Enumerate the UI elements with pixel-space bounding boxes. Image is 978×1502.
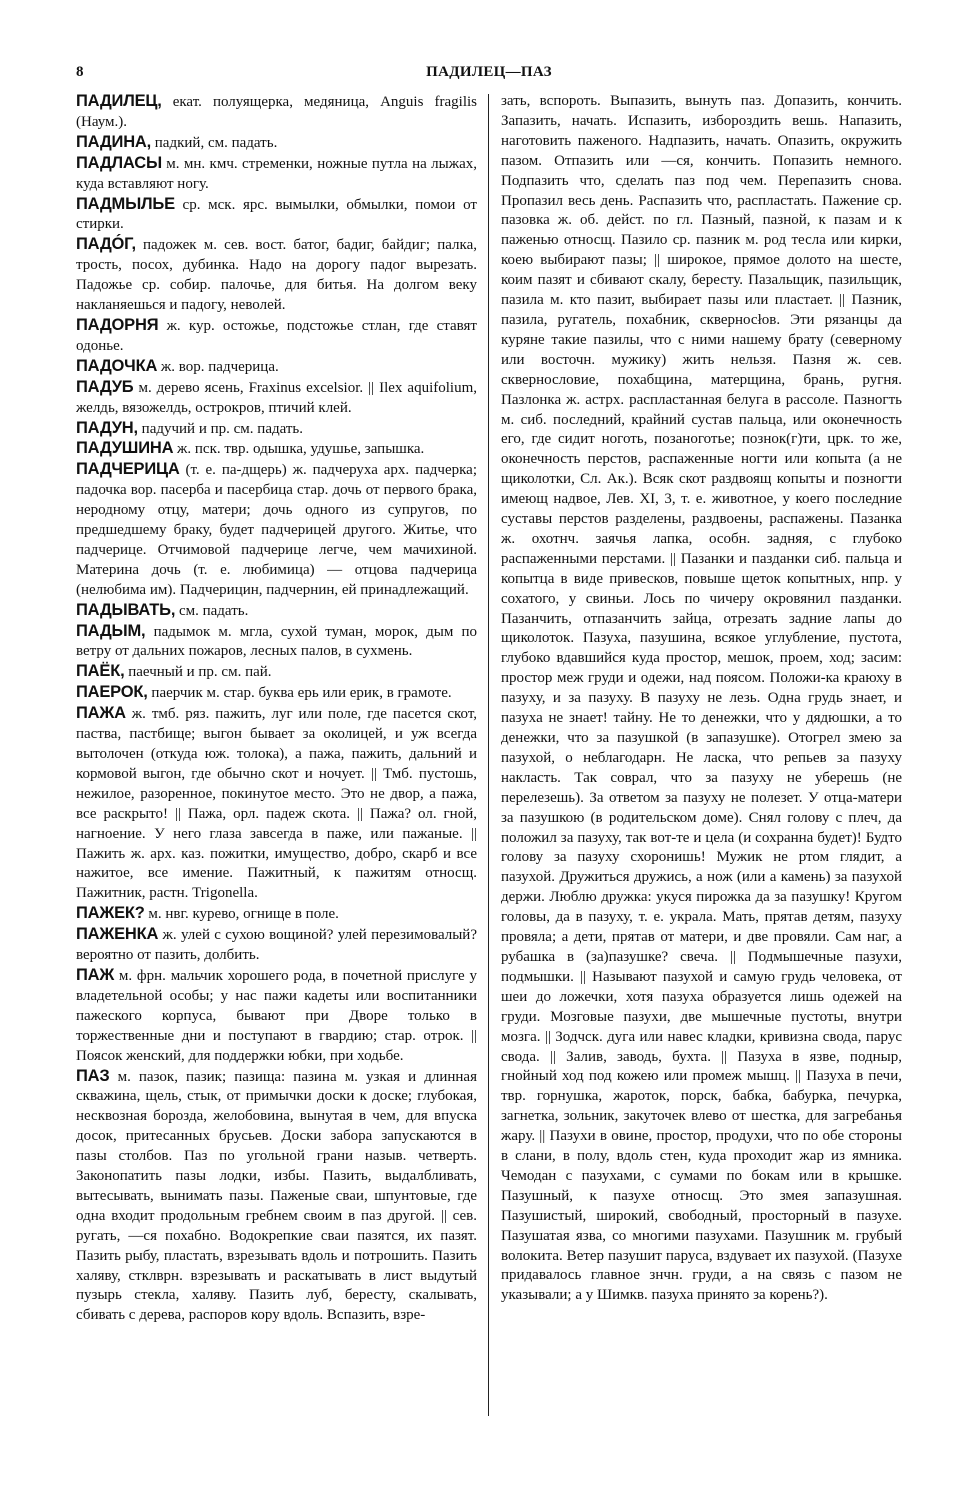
dictionary-entry bbox=[76, 704, 477, 904]
dictionary-entry bbox=[76, 460, 477, 600]
entry-definition: ж. улей с сухою вощиной? улей перезимовалый? вероятно от пазить, долбить. bbox=[76, 927, 477, 964]
entry-definition: ср. мск. ярс. вымылки, обмылки, помои от стирки. bbox=[76, 196, 477, 233]
dictionary-entry bbox=[76, 316, 477, 357]
entry-headword: ПАДУН, bbox=[76, 418, 138, 437]
dictionary-entry bbox=[76, 966, 477, 1067]
dictionary-entry bbox=[76, 357, 477, 378]
entry-definition: м. фрн. мальчик хорошего рода, в почетной прислуге у владетельной особы; у нас пажи кадеты или воспитанники пажеского корпуса, бывают при Дворе только в торжественные дни и поступают в гвардию; стар. отрок. || Поясок женский, для поддержки юбки, при ходьбе. bbox=[76, 967, 477, 1064]
dictionary-entry bbox=[76, 419, 477, 440]
entry-definition: ж. тмб. ряз. пажить, луг или поле, где пасется скот, паства, пастбище; выгон бывает за околицей, и уж всегда вытолочен (откуда юж. толока), а пажа, пажить, дальний и кормовой выгон, где обычно скот и ночует. || Тмб. пустошь, нежилое, разоренное, покинутое место. Это не двор, а пажа, все раскрыто! || Пажа, орл. падеж скота. || Пажа? ол. гной, нагноение. У него глаза завсегда в паже, или пажаные. || Пажить ж. арх. каз. пожитки, имущество, добро, скарб и все нажитое, все имение. Пажитный, к пажитям относщ. Пажитник, растн. Trigonella. bbox=[76, 706, 477, 902]
entry-definition: см. падать. bbox=[175, 602, 249, 619]
dictionary-entry bbox=[76, 133, 477, 154]
entry-headword: ПАДУШИНА bbox=[76, 439, 174, 458]
dictionary-entry bbox=[76, 904, 477, 925]
left-column bbox=[76, 92, 477, 1326]
dictionary-entry bbox=[76, 154, 477, 195]
dictionary-entry bbox=[76, 925, 477, 966]
entry-headword: ПАДЛАСЫ bbox=[76, 153, 162, 172]
entry-headword: ПАДИНА, bbox=[76, 132, 152, 151]
dictionary-entry bbox=[76, 92, 477, 133]
entry-headword: ПАДОРНЯ bbox=[76, 315, 159, 334]
entry-definition: падымок м. мгла, сухой туман, морок, дым по ветру от дальних пожаров, лесных палов, в сухмень. bbox=[76, 623, 477, 660]
dictionary-entry bbox=[76, 378, 477, 419]
right-column bbox=[501, 92, 902, 1306]
entry-definition: ж. вор. падчерица. bbox=[157, 358, 279, 375]
entry-definition: ж. кур. остожье, подстожье стлан, где ставят одонье. bbox=[76, 317, 477, 354]
dictionary-entry bbox=[76, 439, 477, 460]
entry-continuation: зать, вспороть. Выпазить, вынуть паз. Допазить, кончить. Запазить, начать. Испазить, избороздить вешь. Напазить, наготовить паженого. Надпазить, начать. Опазить, окружить пазом. Отпазить или —ся, кончить. Попазить немного. Подпазить что, сделать паз под чем. Перепазить снова. Пропазил весь день. Распазить что, распластать. Пажение ср. пазовка ж. об. дейст. по гл. Пазный, пазной, к пазам и к паженью относщ. Пазило ср. пазник м. род тесла или кирки, коею выбирают пазы; || широкое, прямое долото на шесте, коим пазят и сбивают скалу, бересту. Пазальщик, пазильщик, пазила м. кто пазит, выбирает пазы или пластает. || Пазник, пазила, ругатель, похабник, скверносłов. Эти рязанцы да куряне такие пазилы, что с ними нашему брату (северному или восточн. мужику) жить нельзя. Пазня ж. сев. сквернословие, похабщина, матерщина, брань, ругня. Пазлонка ж. астрх. распластанная белуга в рассоле. Пазногть м. сиб. последний, крайний сустав пальца, или оконечность его, где сидит ноготь, позаноготье; познок(г)ти, црк. то же, оконечность перстов, распаженные ногти или копыта (а не щиколотки, Сл. Ак.). Всяк скот раздвоящ копыты и позногти имеющ надвое, Лев. XI, 3, т. е. животное, у коего последние суставы перстов разделены, раздвоены, распажены. Пазанка ж. охотнч. заячья лапка, особн. задняя, с глубоко распаженными перстами. || Пазанки и пазданки сиб. пальца и копытца в виде привесков, повыше щеток копытных, нпр. у сохатого, у свиньи. Лось по чичеру окровянил пазданки. Пазанчить, отпазанчить зайца, отрезать задние лапы до щиколоток. Пазуха, пазушина, всякое углубление, пустота, глубоко вдавшийся куда простор, мешок, проем, ход; засим: простор меж груди и одежи, над поясом. Положи-ка краюху в пазуху, и за пазуху. В пазуху не лезь. Одна грудь знает, и пазуха не знает! тайну. Не то денежки, что у дядюшки, а то денежки, что за пазушкой (в запазушке). Отогрел змею за пазухой, о неблагодарн. Не ласка, что репьев за пазуху накласть. Так соврал, что за пазуху не уберешь (не перелезешь). За ответом за пазуху не полезет. У отца-матери за пазушкою (в родительском доме). Снял голову с плеч, да положил за пазуху, так вот-те и цела (и сохранна будет)! Будто голову за пазуху схоронишь! Мужик не ртом глядит, а пазухой. Дружиться дружись, а нож (или а камень) за пазухой держи. Люблю дружка: укуся пирожка да за пазушку! Кругом головы, да в пазуху, т. е. украла. Мать, прятав детям, пазуху провяла; а дети, прятав от матери, и две провяли. Сам наг, а рубашка в (за)пазушке? свеча. || Подмышечные пазухи, подмышки. || Называют пазухой и самую грудь человека, от шеи до ложечки, хотя пазуха образуется лишь одежей на груди. Мозговые пазухи, две мышечные пустоты, внутри мозга. || Зодчск. дуга или навес кладки, кривизна свода, парус свода. || Залив, заводь, бухта. || Пазуха в язве, подныр, гнойный ход под кожею или промеж мышц. || Пазуха в печи, твр. горнушка, жароток, порск, бабка, бабурка, печурка, загнетка, зольник, закуточек влево от шестка, для загребанья жару. || Пазухи в овине, простор, продухи, что по обе стороны в слани, в полу, вдоль стен, куда проходит жар из ямника. Чемодан с пазухами, с сумами по бокам или в крышке. Пазушный, к пазухе относщ. Это змея запазушная. Пазушистый, широкий, свободный, просторный в пазухе. Пазушатая язва, со многими пазухами. Пазушник м. грубый волокита. Ветер пазушит паруса, вздувает их пазухой. (Пазухе придавалось главное знчн. груди, а на связь с пазом не указывали; а у Шимкв. пазуха принято за корень?). bbox=[501, 93, 902, 1304]
dictionary-entry bbox=[76, 622, 477, 663]
entry-definition: м. нвг. курево, огнище в поле. bbox=[144, 906, 339, 923]
entry-definition: м. дерево ясень, Fraxinus excelsior. || Ilex aquifolium, желдь, вязожелдь, острокров, птичий клей. bbox=[76, 379, 477, 416]
entry-definition: м. мн. кмч. стременки, ножные путла на лыжах, куда вставляют ногу. bbox=[76, 155, 477, 192]
dictionary-entry bbox=[76, 662, 477, 683]
entry-definition: ж. пск. твр. одышка, удушье, запышка. bbox=[173, 441, 425, 458]
entry-definition: паерчик м. стар. буква ерь или ерик, в грамоте. bbox=[147, 685, 452, 702]
entry-headword: ПАДОЧКА bbox=[76, 356, 158, 375]
entry-headword: ПАДÓГ, bbox=[76, 235, 136, 254]
entry-headword: ПАЁК, bbox=[76, 662, 125, 681]
dictionary-entry bbox=[76, 601, 477, 622]
entry-headword: ПАЖА bbox=[76, 704, 126, 723]
entry-definition: падучий и пр. см. падать. bbox=[137, 420, 304, 437]
entry-headword: ПАЖ bbox=[76, 965, 115, 984]
entry-definition: падкий, см. падать. bbox=[151, 134, 278, 151]
entry-headword: ПАДУБ bbox=[76, 377, 134, 396]
dictionary-entry bbox=[76, 683, 477, 704]
page-number: 8 bbox=[76, 64, 84, 80]
entry-headword: ПАДЫВАТЬ, bbox=[76, 600, 176, 619]
entry-headword: ПАДЧЕРИЦА bbox=[76, 460, 180, 479]
entry-headword: ПАЖЕК? bbox=[76, 904, 145, 923]
entry-definition: м. пазок, пазик; пазища: пазина м. узкая и длинная скважина, щель, стык, от примычки доски к доске; глубокая, несквозная борозда, желобовина, вынутая в чем, для впуска досок, притесанных брусьев. Доски забора запускаются в пазы столбов. Паз по угольной грани назыв. четверть. Законопатить пазы лодки, избы. Пазить, выдалбливать, вытесывать, вынимать пазы. Паженые сваи, шпунтовые, где одна входит продольным гребнем своим в паз другой. || сев. ругать, —ся похабно. Водокрепкие сваи пазятся, их пазят. Пазить рыбу, пластать, взрезывать вдоль и потрошить. Пазить халяву, стклврн. взрезывать и раскатывать в лист выдутый пузырь стекла, халяву. Пазить луб, бересту, скалывать, сбивать с дерева, распоров кору вдоль. Вспазить, взре- bbox=[76, 1068, 477, 1324]
entry-headword: ПАДМЫЛЬЕ bbox=[76, 194, 175, 213]
entry-headword: ПАДЫМ, bbox=[76, 621, 146, 640]
page-header bbox=[76, 64, 902, 84]
entry-headword: ПАЕРОК, bbox=[76, 683, 148, 702]
entry-definition: екат. полуящерка, медяница, Anguis fragilis (Наум.). bbox=[76, 94, 477, 130]
running-head: ПАДИЛЕЦ—ПАЗ bbox=[426, 64, 552, 80]
dictionary-entry bbox=[76, 195, 477, 236]
entry-definition: паечный и пр. см. пай. bbox=[124, 664, 272, 681]
column-divider bbox=[488, 94, 489, 1416]
entry-headword: ПАЖЕНКА bbox=[76, 925, 159, 944]
entry-definition: падожек м. сев. вост. батог, бадиг, байдиг; палка, трость, посох, дубинка. Надо на дорогу падог вырезать. Падожье ср. собир. палочье, для битья. На долгом веку накланяешься и падогу, неволей. bbox=[76, 237, 477, 314]
entry-definition: (т. е. па-дщерь) ж. падчеруха арх. падчерка; падочка вор. пасерба и пасербица стар. дочь от первого брака, неродному отцу, матери; дочь одного из супругов, по предшедшему браку, будет падчерицей другого. Житье, что падчерице. Отчимовой падчерице легче, чем мачихиной. Материна дочь (т. е. любимица) — отцова падчерица (нелюбима им). Падчерицин, падчернин, ей принадлежащий. bbox=[76, 462, 477, 598]
entry-headword: ПАЗ bbox=[76, 1066, 110, 1085]
dictionary-entry bbox=[76, 1067, 477, 1327]
entry-headword: ПАДИЛЕЦ, bbox=[76, 92, 162, 110]
dictionary-entry bbox=[76, 235, 477, 316]
